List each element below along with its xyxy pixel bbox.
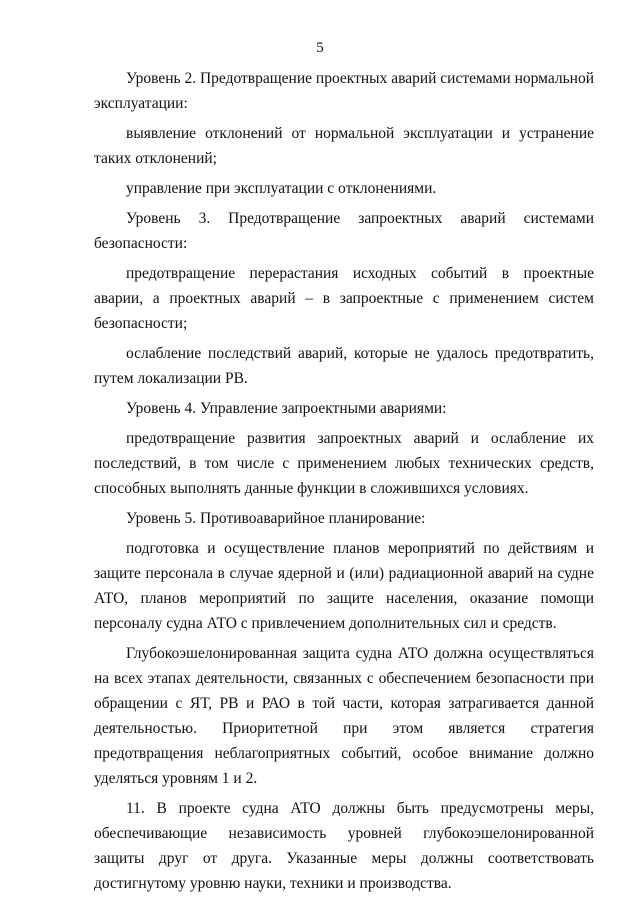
- paragraph-level-2-heading: Уровень 2. Предотвращение проектных аварий системами нормальной эксплуатации:: [94, 70, 594, 112]
- paragraph-level-4-item-1: предотвращение развития запроектных аварий и ослабление их последствий, в том числе с применением любых технических средств, способных выполнять данные функции в сложившихся условиях.: [94, 430, 594, 497]
- paragraph-level-2-item-1: выявление отклонений от нормальной эксплуатации и устранение таких отклонений;: [94, 125, 594, 167]
- paragraph-level-5-item-1: подготовка и осуществление планов мероприятий по действиям и защите персонала в случае ядерной и (или) радиационной аварий на судне АТО, планов мероприятий по защите населения, оказание помощи персоналу судна АТО с привлечением дополнительных сил и средств.: [94, 540, 594, 632]
- paragraph-level-3-item-1: предотвращение перерастания исходных событий в проектные аварии, а проектных аварий – в запроектные с применением систем безопасности;: [94, 265, 594, 332]
- paragraph-level-2-item-2: управление при эксплуатации с отклонениями.: [126, 180, 437, 197]
- paragraph-defense-in-depth: Глубокоэшелонированная защита судна АТО должна осуществляться на всех этапах деятельности, связанных с обеспечением безопасности при обращении с ЯТ, РВ и РАО в той части, которая затрагивается данной деятельностью. Приоритетной при этом является стратегия предотвращения неблагоприятных событий, особое внимание должно уделяться уровням 1 и 2.: [94, 645, 594, 787]
- paragraph-level-3-item-2: ослабление последствий аварий, которые не удалось предотвратить, путем локализации РВ.: [94, 345, 594, 387]
- page-number: 5: [316, 40, 324, 56]
- document-body: [94, 66, 594, 901]
- paragraph-clause-11: 11. В проекте судна АТО должны быть предусмотрены меры, обеспечивающие независимость уровней глубокоэшелонированной защиты друг от друга. Указанные меры должны соответствовать достигнутому уровню науки, техники и производства.: [94, 800, 594, 892]
- paragraph-level-4-heading: Уровень 4. Управление запроектными авариями:: [126, 400, 447, 417]
- paragraph-level-5-heading: Уровень 5. Противоаварийное планирование:: [126, 510, 426, 527]
- paragraph-level-3-heading: Уровень 3. Предотвращение запроектных аварий системами безопасности:: [94, 210, 594, 252]
